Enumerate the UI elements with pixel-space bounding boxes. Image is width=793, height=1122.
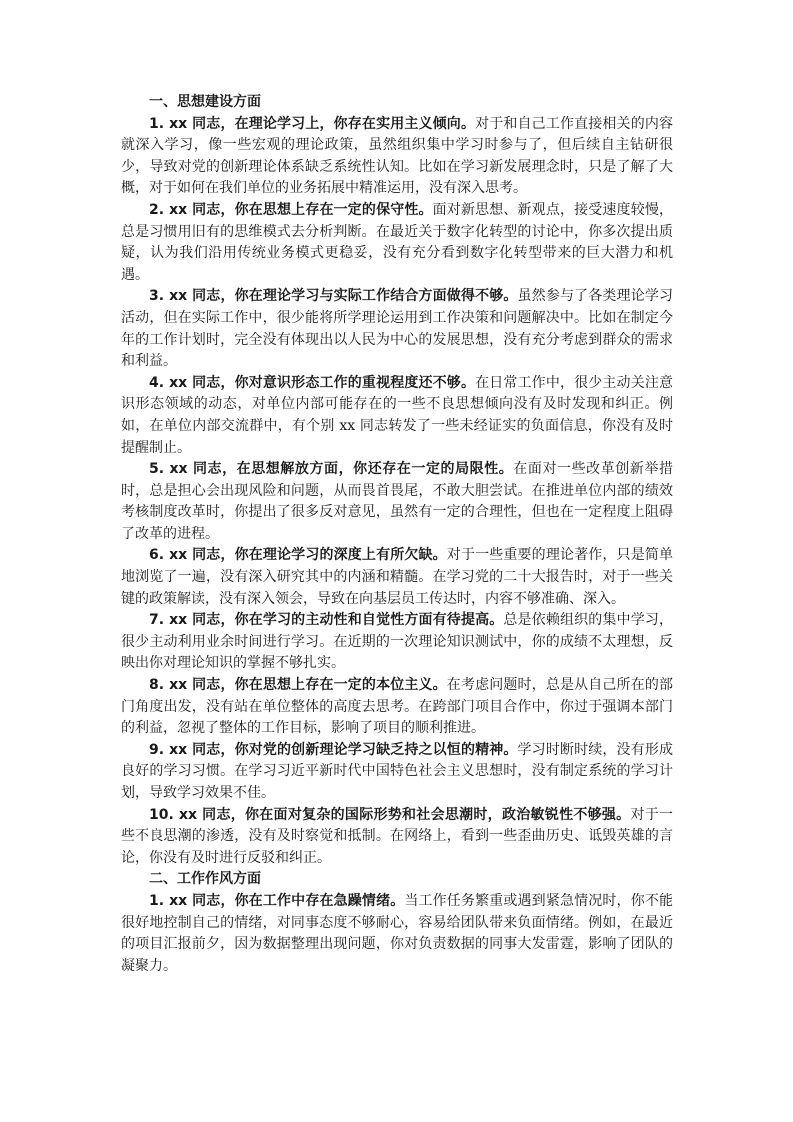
paragraph-lead: 2. xx 同志，你在思想上存在一定的保守性。 — [149, 201, 433, 218]
paragraph-body: 学习时断时续，没有形成良好的学习习惯。在学习习近平新时代中国特色社会主义思想时，没有制定系统的学习计划，导致学习效果不佳。 — [121, 741, 673, 801]
paragraph — [121, 891, 673, 977]
paragraph-body: 对于一些重要的理论著作，只是简单地浏览了一遍，没有深入研究其中的内涵和精髓。在学习党的二十大报告时，对于一些关键的政策解读，没有深入领会，导致在向基层员工传达时，内容不够准确、深入。 — [121, 547, 673, 607]
paragraph-lead: 7. xx 同志，你在学习的主动性和自觉性方面有待提高。 — [149, 612, 504, 629]
paragraph-lead: 10. xx 同志，你在面对复杂的国际形势和社会思潮时，政治敏锐性不够强。 — [149, 806, 631, 823]
paragraph-lead: 6. xx 同志，你在理论学习的深度上有所欠缺。 — [149, 547, 447, 564]
paragraph-body: 当工作任务繁重或遇到紧急情况时，你不能很好地控制自己的情绪，对同事态度不够耐心，容易给团队带来负面情绪。例如，在最近的项目汇报前夕，因为数据整理出现问题，你对负责数据的同事大发雷霆，影响了团队的凝聚力。 — [121, 892, 673, 974]
paragraph — [121, 286, 673, 372]
paragraph-lead: 8. xx 同志，你在思想上存在一定的本位主义。 — [149, 677, 447, 694]
paragraph-lead: 5. xx 同志，在思想解放方面，你还存在一定的局限性。 — [149, 461, 514, 478]
paragraph-lead: 3. xx 同志，你在理论学习与实际工作结合方面做得不够。 — [149, 288, 518, 305]
paragraph — [121, 610, 673, 675]
paragraph-lead: 4. xx 同志，你对意识形态工作的重视程度还不够。 — [149, 374, 476, 391]
paragraph-body: 在日常工作中，很少主动关注意识形态领域的动态，对单位内部可能存在的一些不良思想倾向没有及时发现和纠正。例如，在单位内部交流群中，有个别 xx 同志转发了一些未经证实的负面信息，你没有及时提醒制止。 — [121, 374, 673, 456]
document-body — [121, 92, 673, 977]
paragraph — [121, 373, 673, 459]
section-heading-thought: 一、思想建设方面 — [149, 94, 261, 110]
paragraph — [121, 805, 673, 870]
paragraph-lead: 1. xx 同志，你在工作中存在急躁情绪。 — [149, 892, 405, 909]
paragraph — [121, 459, 673, 545]
paragraph — [121, 740, 673, 805]
paragraph-body: 对于和自己工作直接相关的内容就深入学习，像一些宏观的理论政策，虽然组织集中学习时参与了，但后续自主钻研很少，导致对党的创新理论体系缺乏系统性认知。比如在学习新发展理念时，只是了解了大概，对于如何在我们单位的业务拓展中精准运用，没有深入思考。 — [121, 115, 673, 197]
paragraph-body: 在面对一些改革创新举措时，总是担心会出现风险和问题，从而畏首畏尾，不敢大胆尝试。在推进单位内部的绩效考核制度改革时，你提出了很多反对意见，虽然有一定的合理性，但也在一定程度上阻碍了改革的进程。 — [121, 461, 673, 542]
paragraph — [121, 114, 673, 200]
paragraph-body: 在考虑问题时，总是从自己所在的部门角度出发，没有站在单位整体的高度去思考。在跨部门项目合作中，你过于强调本部门的利益，忽视了整体的工作目标，影响了项目的顺利推进。 — [121, 677, 673, 737]
section-heading-work-style: 二、工作作风方面 — [149, 871, 261, 888]
paragraph-body: 虽然参与了各类理论学习活动，但在实际工作中，很少能将所学理论运用到工作决策和问题解决中。比如在制定今年的工作计划时，完全没有体现出以人民为中心的发展思想，没有充分考虑到群众的需求和利益。 — [121, 288, 673, 370]
paragraph — [121, 545, 673, 610]
paragraph — [121, 200, 673, 286]
paragraph-body: 面对新思想、新观点，接受速度较慢，总是习惯用旧有的思维模式去分析判断。在最近关于数字化转型的讨论中，你多次提出质疑，认为我们沿用传统业务模式更稳妥，没有充分看到数字化转型带来的巨大潜力和机遇。 — [121, 201, 673, 283]
paragraph-body: 对于一些不良思潮的渗透，没有及时察觉和抵制。在网络上，看到一些歪曲历史、诋毁英雄的言论，你没有及时进行反驳和纠正。 — [121, 806, 674, 866]
paragraph-body: 总是依赖组织的集中学习，很少主动利用业余时间进行学习。在近期的一次理论知识测试中，你的成绩不太理想，反映出你对理论知识的掌握不够扎实。 — [121, 612, 674, 672]
paragraph — [121, 675, 673, 740]
paragraph-lead: 1. xx 同志，在理论学习上，你存在实用主义倾向。 — [149, 115, 476, 132]
paragraph-lead: 9. xx 同志，你对党的创新理论学习缺乏持之以恒的精神。 — [149, 741, 518, 758]
